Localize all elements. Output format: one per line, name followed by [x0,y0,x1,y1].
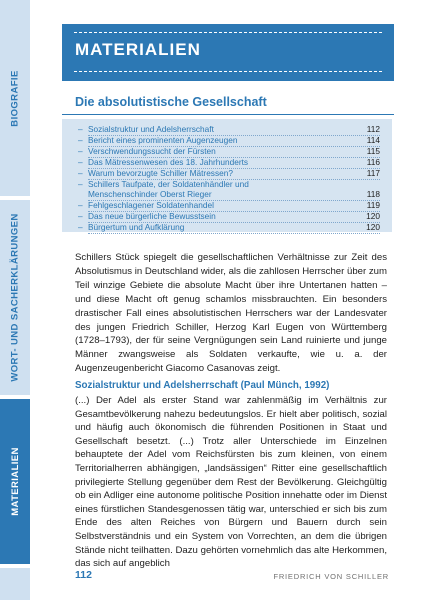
section-divider [62,114,394,115]
toc-entry-label: Fehlgeschlagener Soldatenhandel [88,200,214,210]
tab-materialien[interactable] [0,399,30,564]
toc-dotted-rule [88,233,380,234]
chapter-title: MATERIALIEN [75,40,201,59]
running-title: FRIEDRICH VON SCHILLER [273,572,389,581]
toc-entry-page: 117 [366,168,380,178]
toc-entry-page: 112 [366,124,380,134]
toc-bullet: – [78,157,83,167]
toc-entry-page: 118 [366,189,380,199]
tab-biografie-label: BIOGRAFIE [9,69,21,127]
intro-paragraph: Schillers Stück spiegelt die gesellschaftlichen Verhältnisse zur Zeit des Absolutismus in Deutschland wider, als die zahllosen Herrscher über zum Teil winzige Gebiete die absolute Macht über ihre Untertanen hatten – und diese Macht oft genug schamlos missbrauchten. Ein besonders drastischer Fall eines absolutistischen Herrschers war der Landesvater des jungen Friedrich Schiller, Herzog Karl Eugen von Württemberg (1728–1793), der für seine Vergnügungen sein Land ruinierte und junge Männer zwangsweise als Soldaten verkaufte, wie u. a. der Augenzeugenbericht Giacomo Casanovas zeigt. [75,252,387,375]
toc-entry-label: Bericht eines prominenten Augenzeugen [88,135,238,145]
toc-box [62,119,392,232]
tab-wort-label: WORT- UND SACHERKLÄRUNGEN [9,213,21,382]
toc-entry-label: Das Mätressenwesen des 18. Jahrhunderts [88,157,249,167]
toc-entry-page: 114 [366,135,380,145]
toc-entry-label: Schillers Taufpate, der Soldatenhändler und [88,179,249,189]
toc-entry-page: 115 [366,146,380,156]
toc-bullet: – [78,146,83,156]
toc-bullet: – [78,124,83,134]
page-number: 112 [75,569,92,581]
toc-entry-label: Bürgertum und Aufklärung [88,222,185,232]
tab-biografie[interactable] [0,0,30,196]
header-dashed-rule-top [74,32,382,33]
tab-wort-und-sacherklaerungen[interactable] [0,200,30,395]
toc-entry-label: Das neue bürgerliche Bewusstsein [88,211,216,221]
toc-entry-label: Warum bevorzugte Schiller Mätressen? [88,168,233,178]
toc-entry-page: 119 [366,200,380,210]
toc-entry-page: 120 [366,222,380,232]
chapter-header [62,24,394,81]
toc-entry-label-continued: Menschenschinder Oberst Rieger [88,189,212,199]
toc-bullet: – [78,168,83,178]
header-dashed-rule-bottom [74,71,382,72]
tab-strip-footer [0,568,30,600]
toc-bullet: – [78,135,83,145]
toc-entry-label: Verschwendungssucht der Fürsten [88,146,216,156]
quote-paragraph: (...) Der Adel als erster Stand war zahlenmäßig im Verhältnis zur Gesamtbevölkerung nahezu bedeutungslos. Er hielt aber politisch, sozial und häufig auch ökonomisch die führenden Positionen in Staat und Gesellschaft besetzt. (...) Trotz aller Unterschiede im Einzelnen behauptete der Adel vom Reichsfürsten bis zum kleinen, von einem Territorialherren abhängigen, „landsässigen“ Ritter eine gesellschaftlich privilegierte Stellung gegenüber dem Rest der Bevölkerung. Gleichgültig ob ein Adliger eine autonome politische Position innehatte oder im Dienst eines fürstlichen Standesgenossen tätig war, unterschied er sich bis zum Ende des alten Reiches von Bürgern und Bauern durch sein Selbstverständnis und ein System von Vorrechten, an dem die übrigen Stände nicht teilhatten. Dazu gehörten vornehmlich das alte Herkommen, das sich auf angeblich [75,395,387,570]
toc-entry-page: 120 [366,211,380,221]
toc-bullet: – [78,200,83,210]
toc-bullet: – [78,211,83,221]
section-title: Die absolutistische Gesellschaft [75,95,267,109]
subsection-heading: Sozialstruktur und Adelsherrschaft (Paul Münch, 1992) [75,380,330,391]
toc-entry-label: Sozialstruktur und Adelsherrschaft [88,124,214,134]
toc-bullet: – [78,222,83,232]
toc-entry-page: 116 [366,157,380,167]
tab-materialien-label: MATERIALIEN [9,447,21,516]
toc-bullet: – [78,179,83,189]
side-tab-strip [0,0,30,600]
